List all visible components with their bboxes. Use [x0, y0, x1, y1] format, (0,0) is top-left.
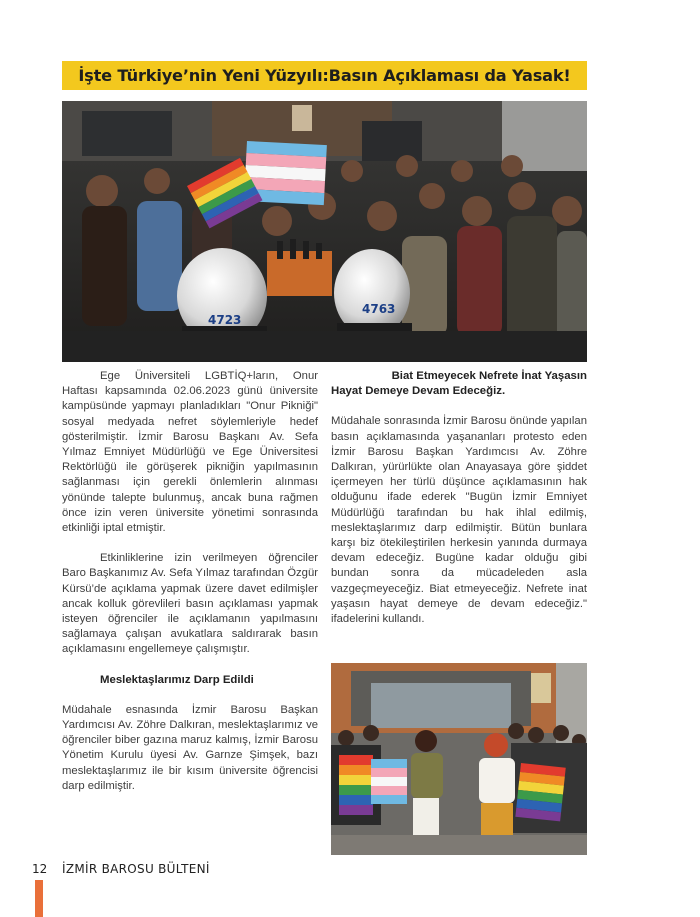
protest-photo-graphic [62, 101, 587, 362]
article-headline: İşte Türkiye’nin Yeni Yüzyılı:Basın Açıklaması da Yasak! [62, 61, 587, 90]
protest-photo-press-statement [62, 101, 587, 362]
subheading-defiance [331, 369, 587, 399]
protest-photo-flags-graphic [331, 663, 587, 855]
right-text-column [331, 369, 587, 627]
right-paragraph-1: Müdahale sonrasında İzmir Barosu önünde yapılan basın açıklamasında yaşananları protesto eden İzmir Barosu Başkan Yardımcısı Av. Zöhre Dalkıran, yürürlükte olan Anayasaya göre şiddet içermeyen her türlü düşünce açıklamasının hak olduğunu ifade ederek "Bugün İzmir Emniyet Müdürlüğü tarafından bu hak ihlal edilmiş, meslektaşlarımız darp edilmiştir. Bütün bunlara karşı biz ötekileştirilen herkesin yanında durmaya devam edeceğiz. Bugüne kadar olduğu gibi bundan sonra da mücadeleden asla vazgeçmeyeceğiz. Biat etmeyeceğiz. Nefrete inat yaşasın hayat demeye de devam edeceğiz." ifadelerini kullandı. [331, 415, 587, 626]
publication-title: İZMİR BAROSU BÜLTENİ [62, 862, 210, 876]
subheading-colleagues-beaten: Meslektaşlarımız Darp Edildi [100, 673, 254, 686]
left-text-column [62, 369, 318, 794]
left-paragraph-1: Ege Üniversiteli LGBTİQ+ların, Onur Haftası kapsamında 02.06.2023 günü üniversite kampüsünde yapmayı planladıkları "Onur Pikniği" sosyal medyada nefret söylemleriyle hedef gösterilmiştir. İzmir Barosu Başkanı Av. Sefa Yılmaz Emniyet Müdürlüğü ve Ege Üniversitesi Rektörlüğü ile görüşerek pikniğin yapılmasının sağlanması için gerekli önlemlerin alınması yönünde talepte bulunmuş, ancak buna rağmen önce izin veren üniversite yönetimi sonrasında etkinliği iptal etmiştir. [62, 370, 318, 535]
protest-photo-flags [331, 663, 587, 855]
helmet-number-right: 4763 [362, 302, 396, 316]
subheading-defiance-line-1: Biat Etmeyecek Nefrete İnat Yaşasın [391, 370, 587, 382]
left-paragraph-3: Müdahale esnasında İzmir Barosu Başkan Yardımcısı Av. Zöhre Dalkıran, meslektaşlarımız ve öğrenciler biber gazına maruz kalmış, İzmir Barosu Yönetim Kurulu üyesi Av. Garnze Şimşek, bazı meslektaşlarımız ile bir kısım üniversite öğrencisi darp edilmiştir. [62, 703, 318, 792]
helmet-number-left: 4723 [208, 313, 242, 327]
footer-accent-bar [35, 880, 43, 917]
page-number: 12 [32, 862, 48, 876]
left-paragraph-2: Etkinliklerine izin verilmeyen öğrenciler Baro Başkanımız Av. Sefa Yılmaz tarafından Özgür Kürsü’de açıklama yapmak üzere davet edilmişler ancak kolluk görevlileri basın açıklaması yapmak isteyen öğrenciler ile açıklamanın yapılmasını sağlamaya çalışan avukatlara saldırarak basın açıklamasını engellemeye çalışmıştır. [62, 552, 318, 656]
subheading-defiance-line-2: Hayat Demeye Devam Edeceğiz. [331, 385, 506, 398]
